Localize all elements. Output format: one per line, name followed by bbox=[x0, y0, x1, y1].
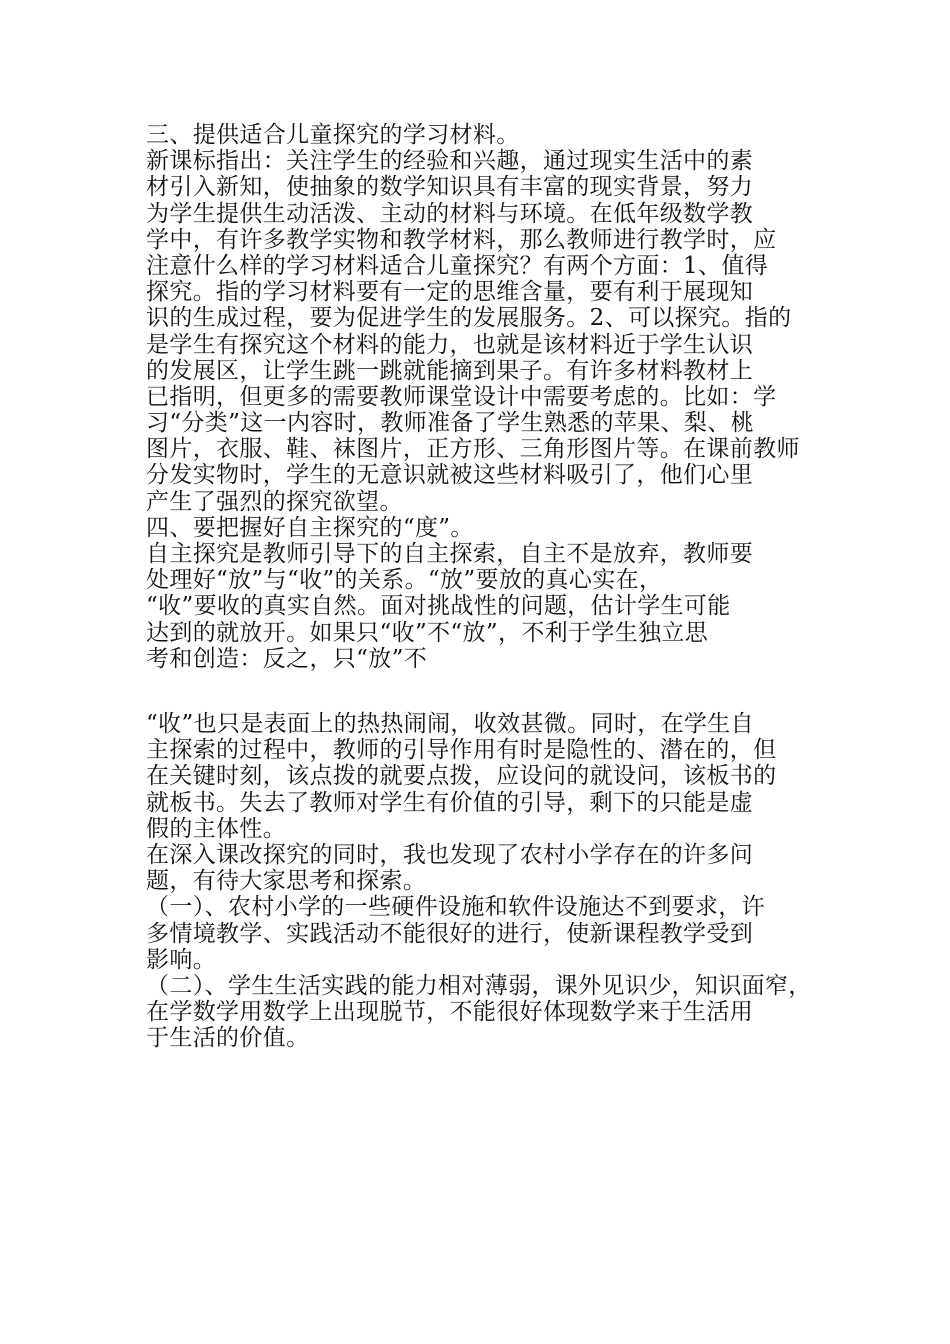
text-line: 于生活的价值。 bbox=[146, 1025, 310, 1052]
section-heading-three: 三、提供适合儿童探究的学习材料。 bbox=[146, 122, 520, 148]
text-block-lower bbox=[146, 711, 814, 1051]
list-item-one: （一）、农村小学的一些硬件设施和软件设施达不到要求，许 bbox=[146, 894, 765, 921]
text-block-upper bbox=[146, 122, 814, 672]
text-line: 在关键时刻，该点拨的就要点拨，应设问的就设问，该板书的 bbox=[146, 763, 777, 790]
text-line: 分发实物时，学生的无意识就被这些材料吸引了，他们心里 bbox=[146, 462, 754, 489]
text-line: 在深入课改探究的同时，我也发现了农村小学存在的许多问 bbox=[146, 841, 754, 868]
text-line: 图片，衣服、鞋、袜图片，正方形、三角形图片等。在课前教师 bbox=[146, 436, 800, 463]
text-line: 材引入新知，使抽象的数学知识具有丰富的现实背景，努力 bbox=[146, 174, 754, 201]
text-line: 影响。 bbox=[146, 946, 217, 973]
list-item-two: （二）、学生生活实践的能力相对薄弱，课外见识少，知识面窄， bbox=[146, 972, 812, 999]
text-line: 主探索的过程中，教师的引导作用有时是隐性的、潜在的，但 bbox=[146, 737, 777, 764]
text-line: 注意什么样的学习材料适合儿童探究？有两个方面：1、值得 bbox=[146, 252, 769, 279]
text-line: 题，有待大家思考和探索。 bbox=[146, 868, 427, 895]
text-line: 就板书。失去了教师对学生有价值的引导，剩下的只能是虚 bbox=[146, 789, 754, 816]
text-line: 假的主体性。 bbox=[146, 815, 287, 842]
text-line: 多情境教学、实践活动不能很好的进行，使新课程教学受到 bbox=[146, 920, 754, 947]
text-line: 探究。指的学习材料要有一定的思维含量，要有利于展现知 bbox=[146, 279, 754, 306]
text-line: 习“分类”这一内容时，教师准备了学生熟悉的苹果、梨、桃 bbox=[146, 410, 754, 437]
text-line: 是学生有探究这个材料的能力，也就是该材料近于学生认识 bbox=[146, 331, 754, 358]
text-line: 考和创造：反之，只“放”不 bbox=[146, 645, 428, 672]
text-line: 为学生提供生动活泼、主动的材料与环境。在低年级数学教 bbox=[146, 200, 754, 227]
text-line: 达到的就放开。如果只“收”不“放”，不利于学生独立思 bbox=[146, 619, 709, 646]
text-line: 产生了强烈的探究欲望。 bbox=[146, 488, 403, 515]
text-line: “收”要收的真实自然。面对挑战性的问题，估计学生可能 bbox=[146, 593, 731, 620]
text-line: 处理好“放”与“收”的关系。“放”要放的真心实在， bbox=[146, 567, 663, 594]
text-line: “收”也只是表面上的热热闹闹，收效甚微。同时，在学生自 bbox=[146, 711, 754, 737]
text-line: 的发展区，让学生跳一跳就能摘到果子。有许多材料教材上 bbox=[146, 357, 754, 384]
text-line: 已指明，但更多的需要教师课堂设计中需要考虑的。比如：学 bbox=[146, 383, 777, 410]
text-line: 自主探究是教师引导下的自主探索，自主不是放弃，教师要 bbox=[146, 541, 754, 567]
text-line: 识的生成过程，要为促进学生的发展服务。2、可以探究。指的 bbox=[146, 305, 792, 332]
text-line: 在学数学用数学上出现脱节，不能很好体现数学来于生活用 bbox=[146, 999, 754, 1026]
text-line: 学中，有许多教学实物和教学材料，那么教师进行教学时，应 bbox=[146, 226, 777, 253]
text-line: 新课标指出：关注学生的经验和兴趣，通过现实生活中的素 bbox=[146, 148, 754, 175]
section-heading-four: 四、要把握好自主探究的“度”。 bbox=[146, 514, 474, 541]
